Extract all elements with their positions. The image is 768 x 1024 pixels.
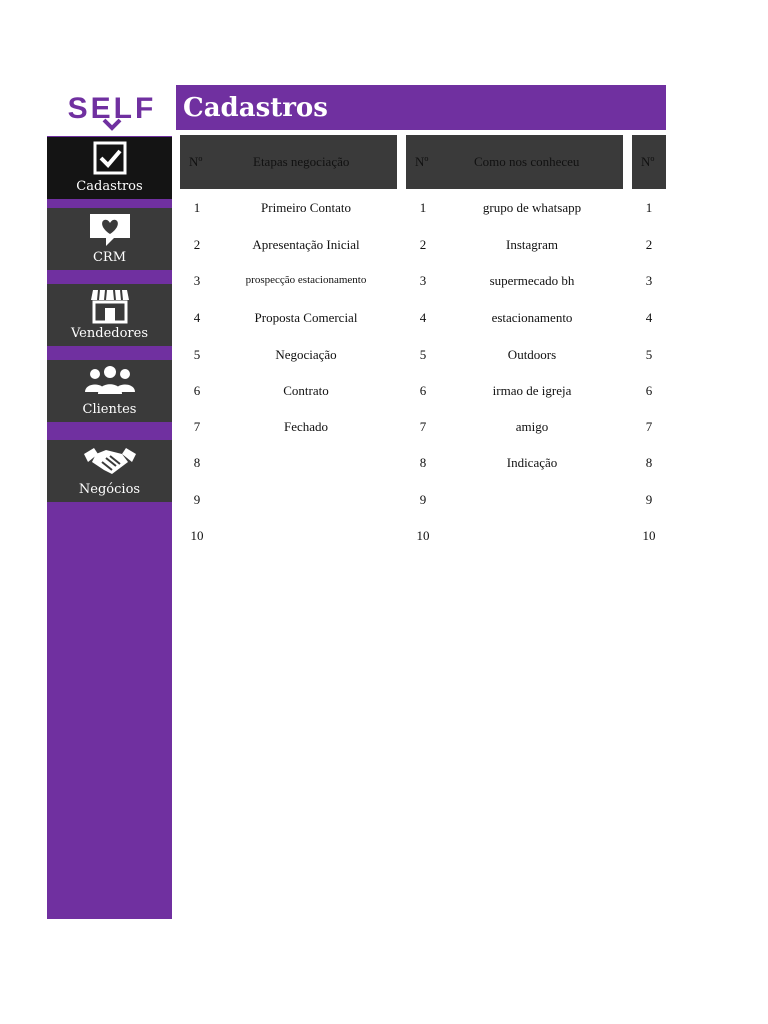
table-cell: Instagram — [506, 237, 558, 252]
table-header-third — [632, 135, 666, 189]
table-cell: 7 — [193, 419, 201, 434]
column-header-conheceu: Como nos conheceu — [474, 154, 580, 169]
column-header-etapas: Etapas negociação — [253, 154, 350, 169]
table-cell: 2 — [419, 237, 427, 252]
table-cell: 3 — [645, 273, 653, 288]
table-cell: 4 — [645, 310, 653, 325]
table-cell: 1 — [645, 200, 653, 215]
table-cell: 10 — [416, 528, 430, 543]
table-cell: 7 — [645, 419, 653, 434]
table-cell: 3 — [419, 273, 427, 288]
table-cell: estacionamento — [491, 310, 573, 325]
sidebar-item-label: CRM — [92, 250, 127, 265]
sidebar-item-label: Cadastros — [76, 179, 143, 194]
sidebar-item-clientes[interactable] — [47, 360, 172, 422]
column-header-numero: Nº — [189, 154, 203, 169]
table-cell: 10 — [190, 528, 204, 543]
storefront-icon — [47, 288, 172, 322]
table-cell: 5 — [193, 347, 201, 362]
page-header — [176, 85, 666, 130]
sidebar-item-vendedores[interactable] — [47, 284, 172, 346]
table-cell: 5 — [645, 347, 653, 362]
table-cell: 8 — [419, 455, 427, 470]
table-cell: 6 — [193, 383, 201, 398]
table-cell: 9 — [645, 492, 653, 507]
table-cell: Indicação — [506, 455, 558, 470]
table-cell: prospecção estacionamento — [245, 274, 367, 286]
table-cell: 8 — [193, 455, 201, 470]
table-cell: irmao de igreja — [492, 383, 572, 398]
self-logo — [56, 92, 168, 134]
table-cell: amigo — [515, 419, 549, 434]
column-header-numero: Nº — [415, 154, 429, 169]
table-cell: grupo de whatsapp — [482, 200, 582, 215]
table-cell: Negociação — [275, 347, 337, 362]
sidebar-item-cadastros[interactable] — [47, 137, 172, 199]
table-cell: Contrato — [283, 383, 329, 398]
column-header-numero: Nº — [641, 154, 655, 169]
table-cell: 4 — [419, 310, 427, 325]
table-cell: Primeiro Contato — [261, 200, 351, 215]
page-title: Cadastros — [183, 93, 328, 123]
table-cell: 1 — [193, 200, 201, 215]
sidebar-item-label: Vendedores — [70, 326, 148, 341]
table-cell: Proposta Comercial — [254, 310, 358, 325]
table-cell: 1 — [419, 200, 427, 215]
table-cell: 2 — [645, 237, 653, 252]
table-cell: 8 — [645, 455, 653, 470]
table-cell: 3 — [193, 273, 201, 288]
sidebar — [47, 136, 172, 919]
table-cell: 4 — [193, 310, 201, 325]
sidebar-item-label: Negócios — [78, 482, 141, 497]
table-header-etapas — [180, 135, 397, 189]
table-cell: 6 — [419, 383, 427, 398]
checkbox-icon — [47, 141, 172, 175]
table-cell: Apresentação Inicial — [252, 237, 360, 252]
table-cell: 9 — [419, 492, 427, 507]
logo-text: SELF — [67, 92, 157, 125]
heart-chat-icon — [47, 212, 172, 246]
table-cell: Outdoors — [507, 347, 557, 362]
table-cell: 7 — [419, 419, 427, 434]
table-cell: 6 — [645, 383, 653, 398]
table-cell: 10 — [642, 528, 656, 543]
sidebar-item-negocios[interactable] — [47, 440, 172, 502]
table-cell: 9 — [193, 492, 201, 507]
table-header-conheceu — [406, 135, 623, 189]
handshake-icon — [47, 444, 172, 478]
table-cell: 2 — [193, 237, 201, 252]
sidebar-item-crm[interactable] — [47, 208, 172, 270]
table-cell: 5 — [419, 347, 427, 362]
sidebar-item-label: Clientes — [82, 402, 137, 417]
table-cell: Fechado — [283, 419, 329, 434]
table-cell: supermecado bh — [489, 273, 575, 288]
people-icon — [47, 364, 172, 398]
